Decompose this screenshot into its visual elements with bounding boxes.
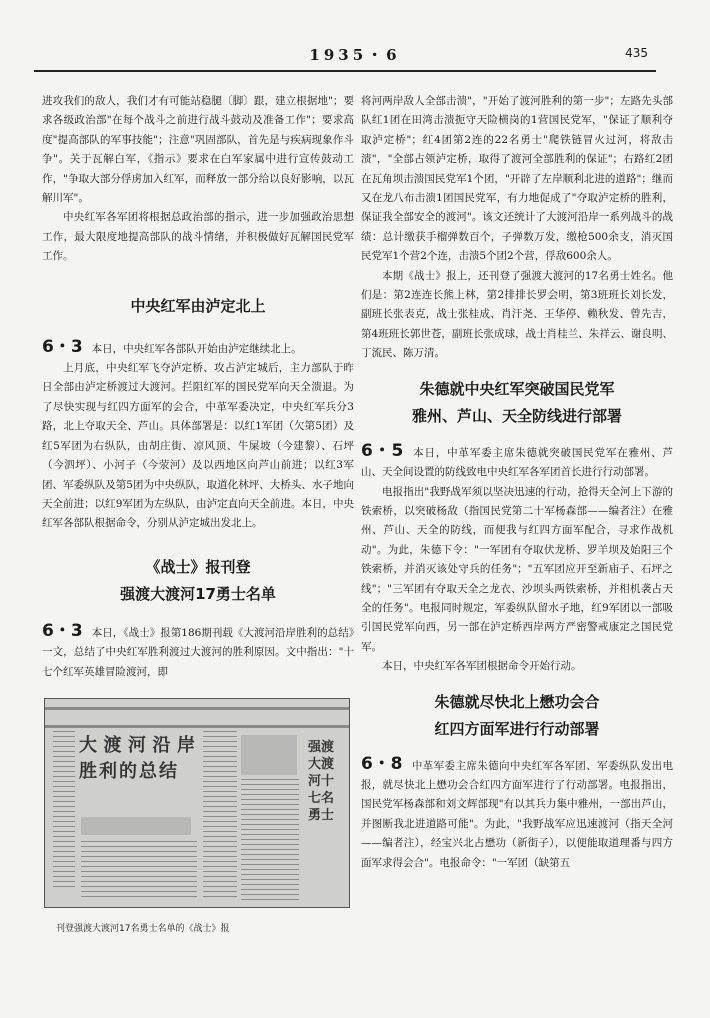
- paragraph: 将河两岸敌人全部击溃"，"开始了渡河胜利的第一步"；左路先头部队红1团在田湾击溃扼守天险横岗的1营国民党军，"保证了顺利夺取泸定桥"；红4团第2连的22名勇士"爬铁链冒火过河，将敌击溃"，"全部占领泸定桥，取得了渡河全部胜利的保证"；右路红2团在瓦角坝击溃国民党军1个团，"开辟了左岸顺利北进的道路"；继而又在龙八布击溃1团国民党军，有力地促成了"夺取泸定桥的胜利，保证我全部安全的渡河"。该文还统计了大渡河沿岸一系列战斗的战绩：总计缴获手榴弹数百个，子弹数万发，缴枪500余支，消灭国民党军1个营2个连，击溃5个团2个营，俘敌600余人。: [361, 95, 673, 263]
- entry-date: 6・3: [42, 620, 83, 641]
- header-divider: [34, 70, 656, 72]
- section-title: 雅州、芦山、天全防线进行部署: [411, 406, 622, 425]
- newspaper-photo: [44, 698, 350, 908]
- page-number: 435: [625, 46, 648, 60]
- entry-lead: 本日，《战士》报第186期刊载《大渡河沿岸胜利的总结》一文，总结了中央红军胜利渡过大渡河的胜利原因。文中指出："十七个红军英雄冒险渡河，即: [42, 626, 354, 678]
- paragraph: 本期《战士》报上，还刊登了强渡大渡河的17名勇士姓名。他们是：第2连连长熊上林，第2排排长罗会明，第3班班长刘长发，副班长张表克，战士张桂成、肖汗尧、王华停、赖秋发、曾先吉，第4班班长郭世苍，副班长张成球，战士肖桂兰、朱祥云、谢良明、丁流民、陈万清。: [361, 269, 673, 360]
- entry-lead: 本日，中央红军各部队开始由泸定继续北上。: [91, 342, 302, 355]
- left-column: [42, 92, 354, 908]
- section-title: 朱德就尽快北上懋功会合: [434, 692, 600, 711]
- right-column: [361, 92, 673, 873]
- entry-paragraph: [42, 622, 354, 682]
- section-title: 《战士》报刊登: [145, 557, 251, 576]
- entry-paragraph: [361, 755, 673, 873]
- photo-headline: 大渡河沿岸胜利的总结: [79, 734, 197, 782]
- paragraph: 进攻我们的敌人，我们才有可能站稳腿〔脚〕跟，建立根据地"；要求各级政治部"在每个战斗之前进行战斗鼓动及准备工作"；要求高度"提高部队的军事技能"；注意"巩固部队，首先是与疾病现象作斗争"。关于瓦解白军，《指示》要求在白军家属中进行宣传鼓动工作，"争取大部分俘虏加入红军，而释放一部分给以良好影响，以瓦解川军"。: [42, 95, 354, 205]
- entry-lead: 本日，中革军委主席朱德就突破国民党军在雅州、芦山、天全间设置的防线致电中央红军各军团首长进行行动部署。: [361, 446, 673, 479]
- paragraph: 上月底，中央红军飞夺泸定桥、攻占泸定城后，主力部队于昨日全部由泸定桥渡过大渡河。拦阻红军的国民党军向天全溃退。为了尽快实现与红四方面军的会合，中革军委决定，中央红军兵分3路，北上夺取天全、芦山。具体部署是：以红1军团（欠第5团）及红5军团为右纵队，由胡庄街、凉风顶、牛屎坡（今建黎）、石坪（今泗坪）、小河子（今荥河）及以西地区向芦山前进；以红3军团、军委纵队及第5团为中央纵队，取道化林坪、大桥头、水子地向天全前进；以红9军团为左纵队，由泸定直向天全前进。本日，中央红军各部队根据命令，分别从泸定城出发北上。: [42, 362, 354, 530]
- paragraph: 本日，中央红军各军团根据命令开始行动。: [382, 660, 582, 673]
- section-title: 朱德就中央红军突破国民党军: [419, 379, 615, 398]
- entry-date: 6・5: [361, 440, 404, 461]
- photo-caption: 刊登强渡大渡河17名勇士名单的《战士》报: [56, 924, 230, 934]
- section-title: 中央红军由泸定北上: [130, 296, 266, 315]
- header-year: 1935・6: [309, 46, 401, 64]
- section-title: 红四方面军进行行动部署: [434, 719, 600, 738]
- paragraph: 电报指出"我野战军须以坚决迅速的行动，抢得天全河上下游的铁索桥，以突破杨敌（指国民党第二十军杨森部——编者注）在雅州、芦山、天全的防线，而便我与红四方面军配合，寻求作战机动"。为此，朱德下令："一军团有夺取伏龙桥、罗羊坝及始阳三个铁索桥，并消灭该处守兵的任务"；"五军团应开至新庙子、石坪之线"；"三军团有夺取天全之龙衣、沙坝头两铁索桥，并相机袭占天全的任务"。电报同时规定，军委纵队留水子地，红9军团以一部吸引国民党军向西，另一部在泸定桥西岸两方严密警戒康定之国民党军。: [361, 485, 673, 653]
- entry-lead: 中革军委主席朱德向中央红军各军团、军委纵队发出电报，就尽快北上懋功会合红四方面军进行了行动部署。电报指出，国民党军杨森部和刘文辉部现"有以其兵力集中雅州，一部出芦山，并图断我北进道路可能"。为此，"我野战军应迅速渡河（指天全河——编者注），经宝兴北占懋功（新街子），以便能取道理番与四方面军求得会合"。电报命令："一军团（缺第五: [361, 759, 673, 869]
- entry-date: 6・8: [361, 753, 403, 774]
- paragraph: 中央红军各军团将根据总政治部的指示，进一步加强政治思想工作，最大限度地提高部队的战斗情绪，并积极做好瓦解国民党军工作。: [42, 211, 354, 263]
- photo-side-title: 强渡大渡河十七名勇士: [307, 739, 334, 823]
- entry-date: 6・3: [42, 336, 83, 357]
- entry-paragraph: [42, 338, 354, 359]
- entry-paragraph: [361, 442, 673, 483]
- section-title: 强渡大渡河17勇士名单: [120, 584, 276, 603]
